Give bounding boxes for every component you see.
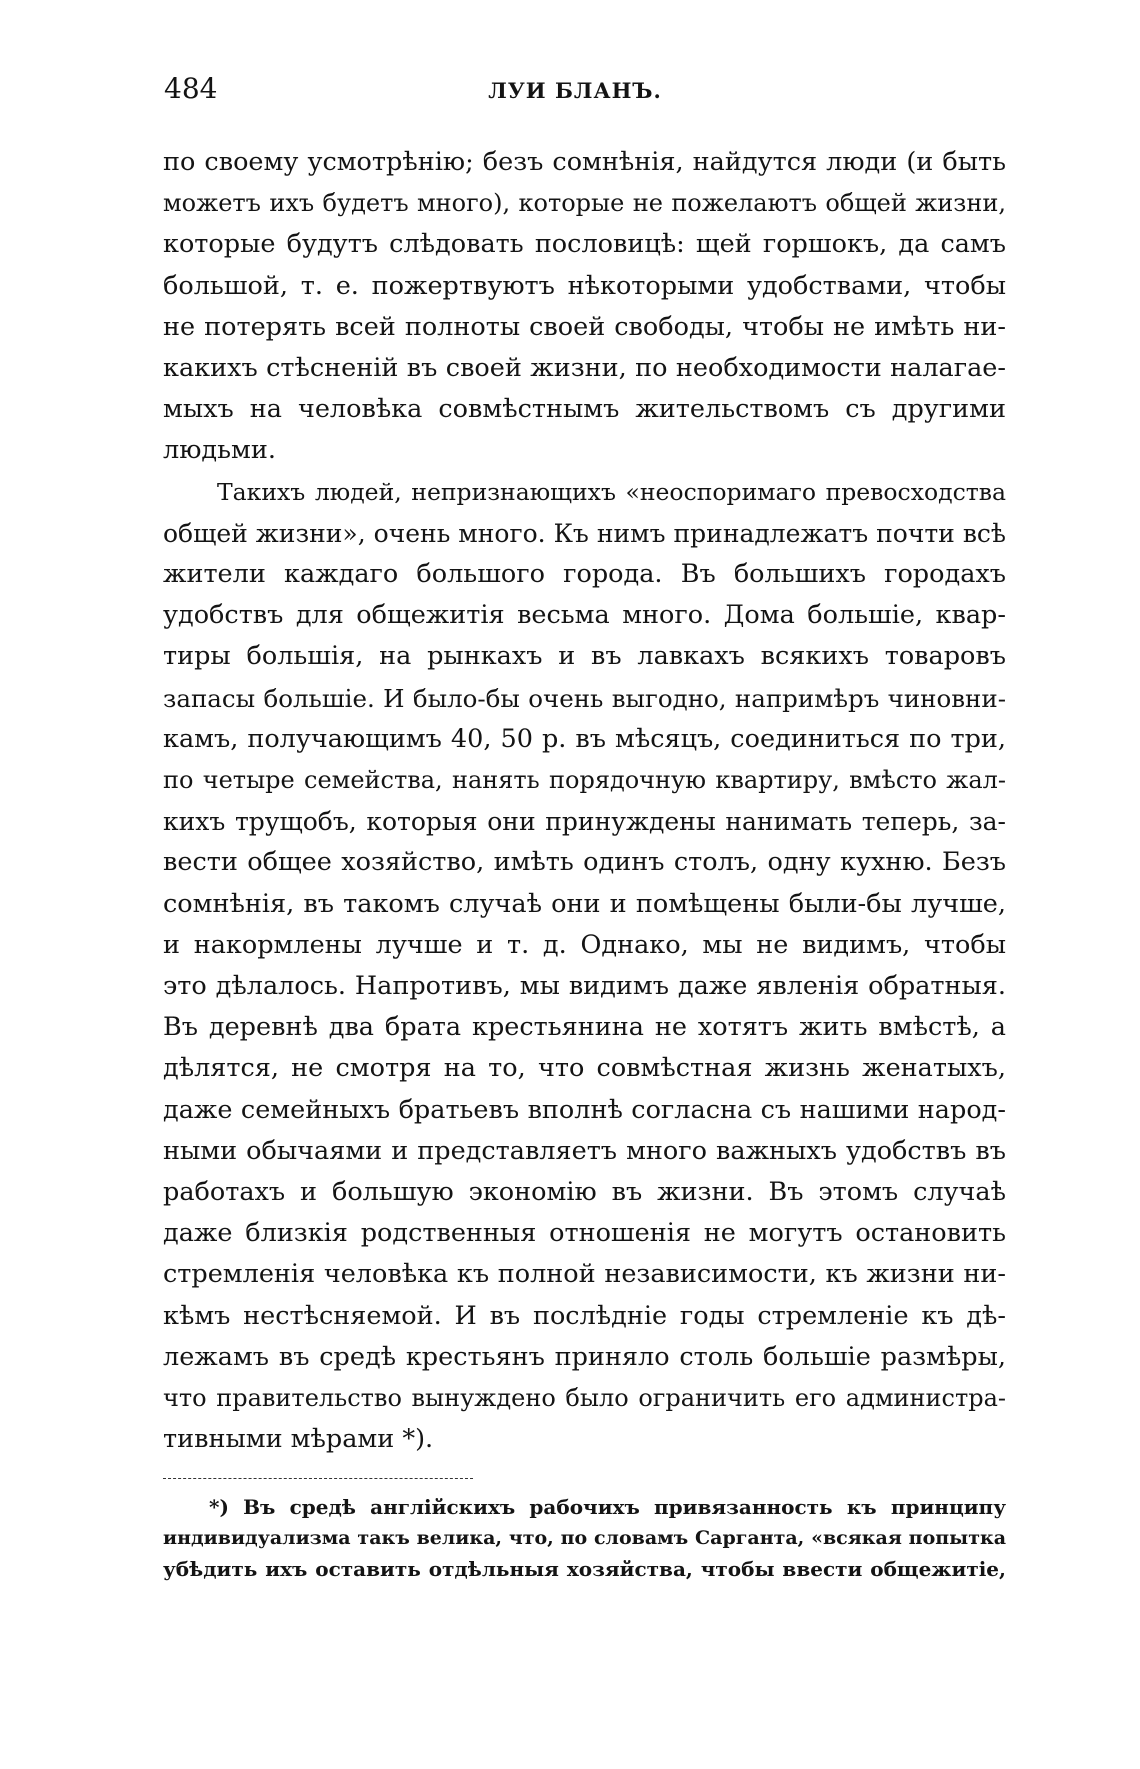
- text-line: кихъ трущобъ, которыя они принуждены нанимать теперь, за-: [163, 807, 1006, 837]
- text-line: большой, т. е. пожертвуютъ нѣкоторыми удобствами, чтобы: [163, 270, 1006, 301]
- footnote-line: *) Въ средѣ англійскихъ рабочихъ привязанность къ принципу: [209, 1495, 1006, 1519]
- footnote-divider: [163, 1478, 473, 1479]
- text-line: запасы большіе. И было-бы очень выгодно, напримѣръ чиновни-: [163, 683, 1006, 713]
- text-line: Такихъ людей, непризнающихъ «неоспоримаго превосходства: [217, 477, 1006, 506]
- footnote-line: убѣдить ихъ оставить отдѣльныя хозяйства, чтобы ввести общежитіе,: [163, 1557, 1006, 1581]
- text-line: мыхъ на человѣка совмѣстнымъ жительствомъ съ другими: [163, 394, 1006, 425]
- footnote-line: индивидуализма такъ велика, что, по словамъ Саргaнта, «всякая попытка: [163, 1527, 1006, 1549]
- text-line: по своему усмотрѣнію; безъ сомнѣнія, найдутся люди (и быть: [163, 147, 1006, 177]
- text-line: камъ, получающимъ 40, 50 р. въ мѣсяцъ, соединиться по три,: [163, 723, 1006, 754]
- text-line: Въ деревнѣ два брата крестьянина не хотятъ жить вмѣстѣ, а: [163, 1012, 1006, 1043]
- text-line: людьми.: [163, 435, 276, 466]
- text-line: даже близкія родственныя отношенія не могутъ остановить: [163, 1218, 1006, 1249]
- text-line: тиры большія, на рынкахъ и въ лавкахъ всякихъ товаровъ: [163, 641, 1006, 672]
- paragraph: [163, 472, 1006, 1461]
- text-line: что правительство вынуждено было ограничить его администра-: [163, 1384, 1006, 1413]
- paragraph: [163, 142, 1006, 472]
- text-line: по четыре семейства, нанять порядочную квартиру, вмѣсто жал-: [163, 766, 1006, 795]
- text-line: жители каждаго большого города. Въ большихъ городахъ: [163, 559, 1006, 590]
- main-text: [163, 142, 1006, 1461]
- text-line: удобствъ для общежитія весьма много. Дома большіе, квар-: [163, 600, 1006, 631]
- text-line: кѣмъ нестѣсняемой. И въ послѣдніе годы стремленіе къ дѣ-: [163, 1300, 1006, 1331]
- text-line: не потерять всей полноты своей свободы, чтобы не имѣть ни-: [163, 311, 1006, 342]
- text-line: ными обычаями и представляетъ много важныхъ удобствъ въ: [163, 1135, 1006, 1166]
- text-line: сомнѣнія, въ такомъ случаѣ они и помѣщены были-бы лучше,: [163, 888, 1006, 919]
- text-line: общей жизни», очень много. Къ нимъ принадлежатъ почти всѣ: [163, 518, 1006, 548]
- page-number: 484: [164, 72, 218, 105]
- text-line: какихъ стѣсненій въ своей жизни, по необходимости налагае-: [163, 353, 1006, 384]
- text-line: и накормлены лучше и т. д. Однако, мы не видимъ, чтобы: [163, 929, 1006, 960]
- running-title: ЛУИ БЛАНЪ.: [488, 78, 662, 103]
- footnote: [163, 1492, 1006, 1585]
- text-line: это дѣлалось. Напротивъ, мы видимъ даже явленія обратныя.: [163, 971, 1006, 1002]
- text-line: тивными мѣрами *).: [163, 1424, 434, 1455]
- text-line: стремленія человѣка къ полной независимости, къ жизни ни-: [163, 1259, 1006, 1290]
- text-line: дѣлятся, не смотря на то, что совмѣстная жизнь женатыхъ,: [163, 1053, 1006, 1084]
- text-line: лежамъ въ средѣ крестьянъ приняло столь большіе размѣры,: [163, 1341, 1006, 1372]
- text-line: которые будутъ слѣдовать пословицѣ: щей горшокъ, да самъ: [163, 229, 1006, 260]
- page-header: [150, 72, 1000, 112]
- text-line: даже семейныхъ братьевъ вполнѣ согласна съ нашими народ-: [163, 1094, 1006, 1125]
- text-line: работахъ и большую экономію въ жизни. Въ этомъ случаѣ: [163, 1177, 1006, 1208]
- text-line: вести общее хозяйство, имѣть одинъ столъ, одну кухню. Безъ: [163, 847, 1006, 878]
- text-line: можетъ ихъ будетъ много), которые не пожелаютъ общей жизни,: [163, 189, 1006, 218]
